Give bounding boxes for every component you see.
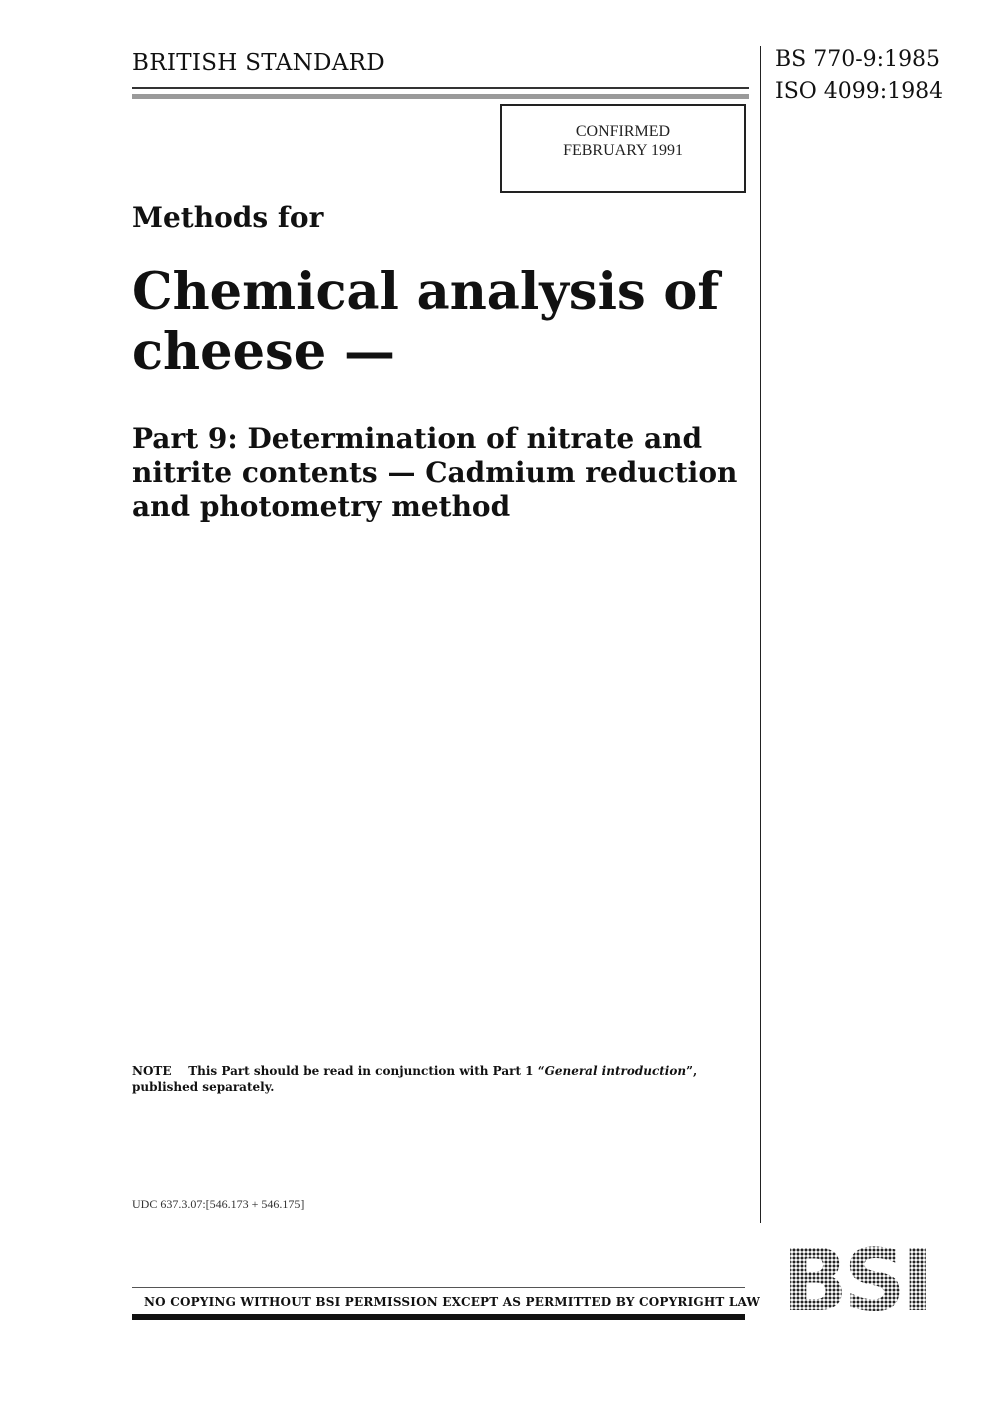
- bsi-logo: [768, 1244, 945, 1314]
- udc-code: UDC 637.3.07:[546.173 + 546.175]: [132, 1197, 305, 1211]
- note-label: NOTE: [132, 1064, 172, 1078]
- footer-rule-thick: [132, 1314, 745, 1320]
- vertical-divider: [760, 46, 761, 1223]
- note: [132, 1063, 744, 1095]
- confirmed-label: CONFIRMED: [575, 123, 671, 140]
- part-title: Part 9: Determination of nitrate and nitrite contents — Cadmium reduction and photometry method: [132, 422, 738, 523]
- publisher-line: BRITISH STANDARD: [132, 50, 386, 76]
- confirmed-box: [500, 104, 746, 193]
- confirmed-date: FEBRUARY 1991: [563, 142, 683, 159]
- footer-rule-thin: [132, 1287, 745, 1288]
- header-rule-grey: [132, 94, 749, 99]
- bsi-logo-text: BSI: [782, 1244, 930, 1314]
- bs-code: BS 770-9:1985: [775, 47, 941, 72]
- note-text-before: This Part should be read in conjunction with Part 1 “: [188, 1064, 545, 1078]
- title-prefix: Methods for: [132, 201, 324, 234]
- note-italic-title: General introduction: [544, 1064, 687, 1078]
- standard-codes: [775, 44, 943, 108]
- copyright-notice: NO COPYING WITHOUT BSI PERMISSION EXCEPT AS PERMITTED BY COPYRIGHT LAW: [144, 1295, 761, 1309]
- iso-code: ISO 4099:1984: [775, 79, 944, 104]
- note-text-after: ”, published separately.: [132, 1064, 698, 1094]
- main-title: Chemical analysis of cheese —: [132, 262, 720, 382]
- header-rule: [132, 87, 749, 89]
